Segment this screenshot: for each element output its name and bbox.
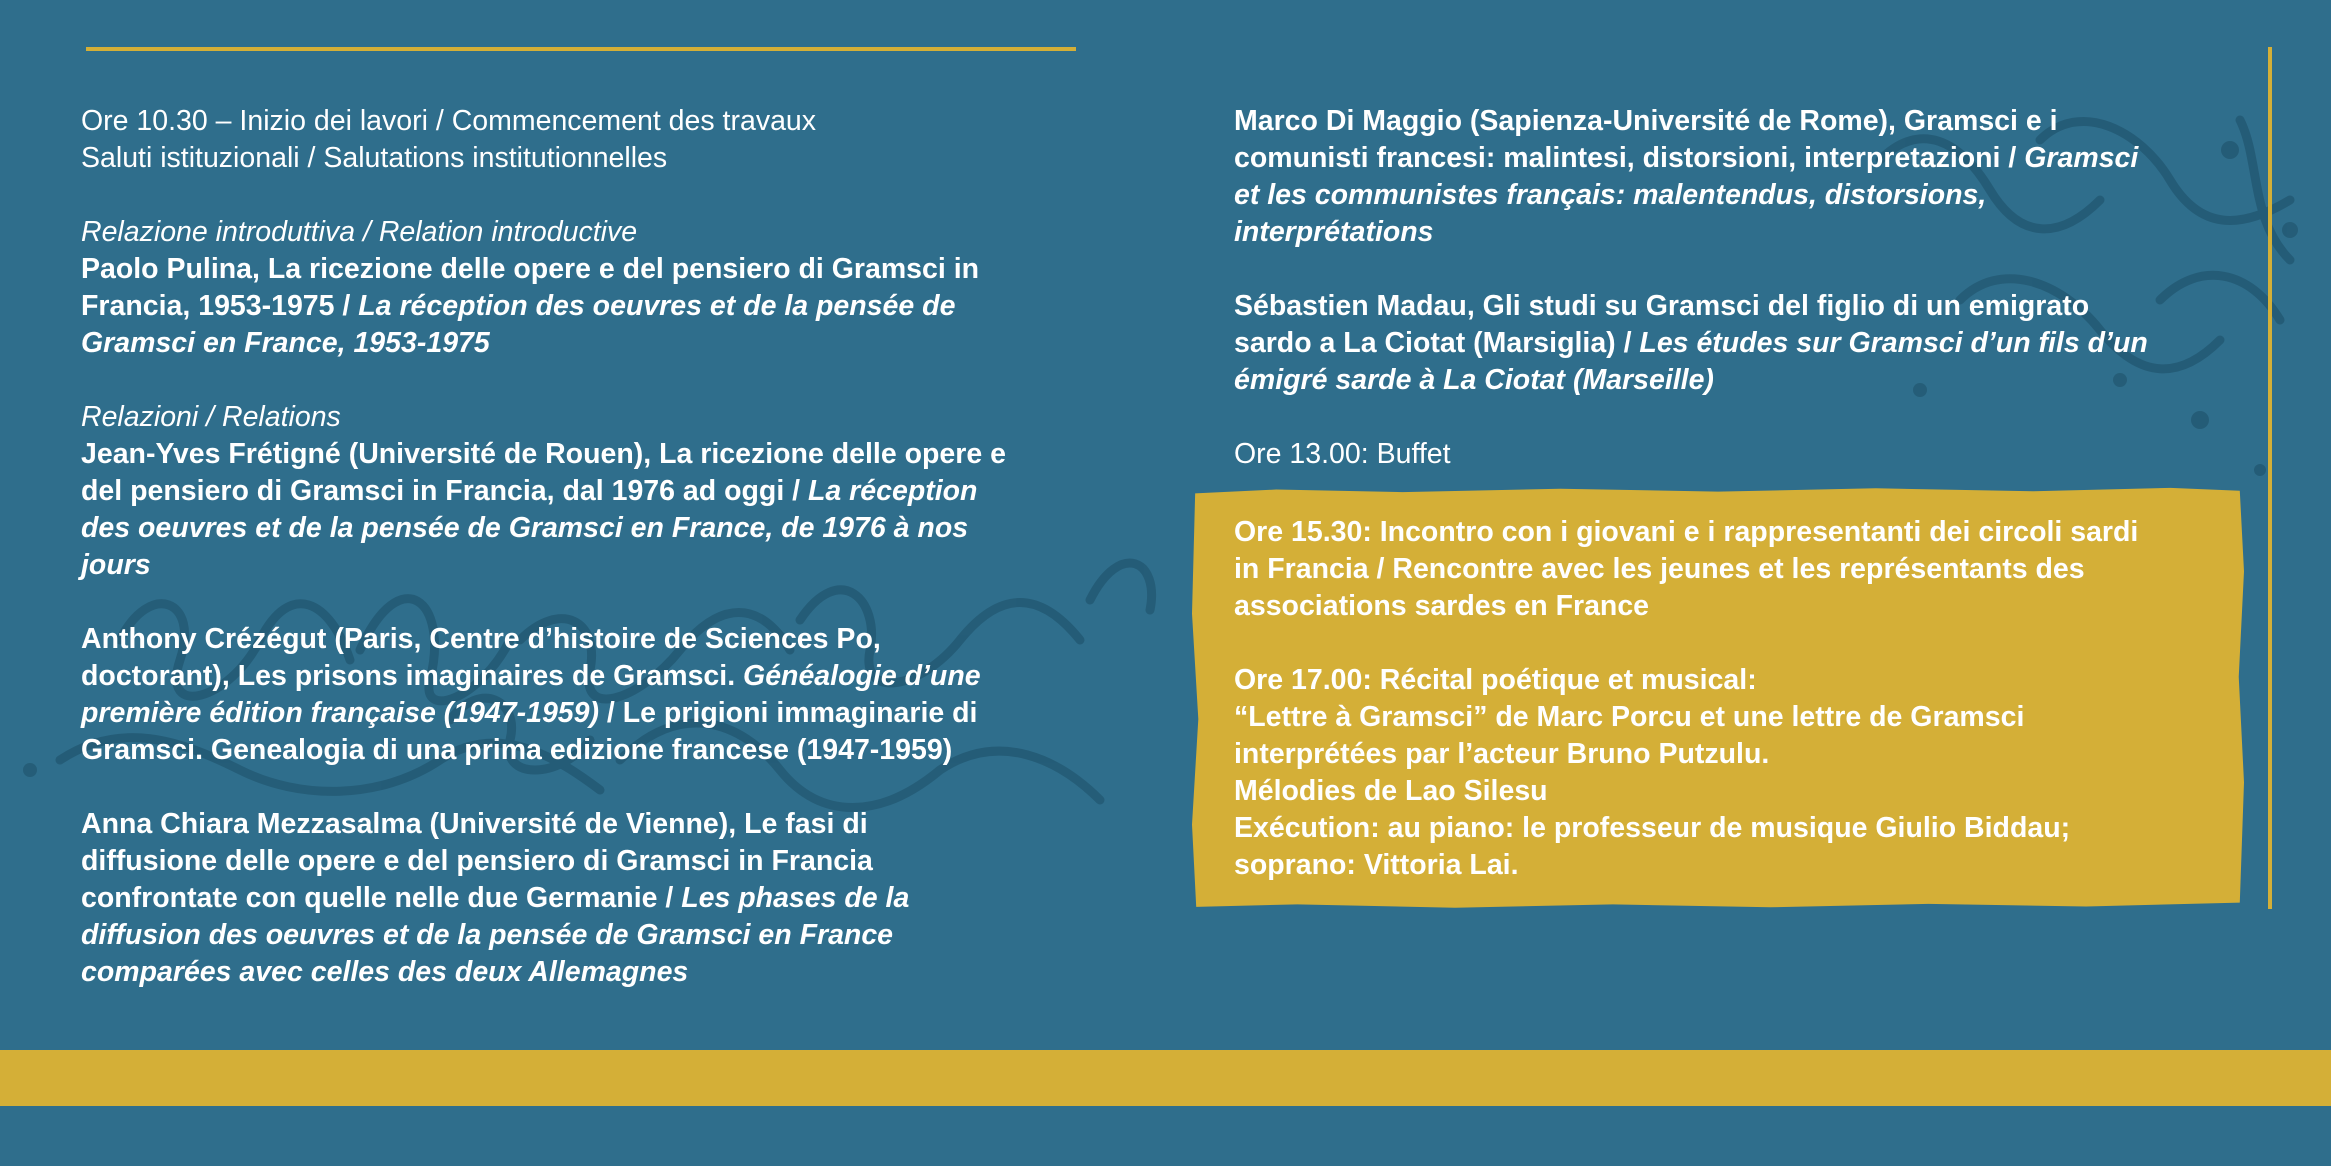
dimaggio-line-3: et les communistes français: malentendus, distorsions,	[1234, 179, 1987, 211]
crezegut-block	[81, 621, 1081, 769]
recital-line-4: Mélodies de Lao Silesu	[1234, 775, 1548, 807]
opening-block	[81, 103, 1081, 177]
meeting-line-3: associations sardes en France	[1234, 590, 1650, 622]
mezzasalma-line-4: diffusion des oeuvres et de la pensée de Gramsci en France	[81, 919, 894, 951]
bottom-gold-band	[0, 1050, 2331, 1106]
fretigne-line-3: des oeuvres et de la pensée de Gramsci en France, de 1976 à nos	[81, 512, 969, 544]
madau-block	[1234, 288, 2234, 399]
mezzasalma-block	[81, 806, 1081, 991]
mezzasalma-line-3: confrontate con quelle nelle due Germanie / Les phases de la	[81, 882, 910, 914]
relations-heading: Relazioni / Relations	[81, 401, 341, 433]
dimaggio-line-2: comunisti francesi: malintesi, distorsioni, interpretazioni / Gramsci	[1234, 142, 2139, 174]
institutional-greetings: Saluti istituzionali / Salutations institutionnelles	[81, 142, 668, 174]
opening-time: Ore 10.30 – Inizio dei lavori / Commencement des travaux	[81, 105, 817, 137]
buffet-time: Ore 13.00: Buffet	[1234, 438, 1451, 470]
recital-line-6: soprano: Vittoria Lai.	[1234, 849, 1519, 881]
fretigne-line-1: Jean-Yves Frétigné (Université de Rouen), La ricezione delle opere e	[81, 438, 1006, 470]
intro-line-2: Francia, 1953-1975 / La réception des oeuvres et de la pensée de	[81, 290, 956, 322]
right-gold-rule	[2268, 47, 2272, 909]
relations-block	[81, 399, 1081, 584]
crezegut-line-1: Anthony Crézégut (Paris, Centre d’histoire de Sciences Po,	[81, 623, 881, 655]
dimaggio-line-4: interprétations	[1234, 216, 1434, 248]
crezegut-line-3: première édition française (1947-1959) / Le prigioni immaginarie di	[81, 697, 978, 729]
recital-block	[1234, 662, 2234, 884]
afternoon-program	[1234, 514, 2234, 921]
dimaggio-block	[1234, 103, 2234, 251]
meeting-line-1: Ore 15.30: Incontro con i giovani e i rappresentanti dei circoli sardi	[1234, 516, 2139, 548]
left-program-column	[81, 103, 1081, 1028]
mezzasalma-line-1: Anna Chiara Mezzasalma (Université de Vienne), Le fasi di	[81, 808, 868, 840]
mezzasalma-line-2: diffusione delle opere e del pensiero di Gramsci in Francia	[81, 845, 873, 877]
intro-line-1: Paolo Pulina, La ricezione delle opere e del pensiero di Gramsci in	[81, 253, 980, 285]
madau-line-1: Sébastien Madau, Gli studi su Gramsci del figlio di un emigrato	[1234, 290, 2090, 322]
intro-heading: Relazione introduttiva / Relation introductive	[81, 216, 638, 248]
intro-line-3: Gramsci en France, 1953-1975	[81, 327, 490, 359]
crezegut-line-4: Gramsci. Genealogia di una prima edizione francese (1947-1959)	[81, 734, 953, 766]
top-gold-rule	[86, 47, 1076, 51]
madau-line-3: émigré sarde à La Ciotat (Marseille)	[1234, 364, 1714, 396]
recital-line-3: interprétées par l’acteur Bruno Putzulu.	[1234, 738, 1770, 770]
right-program-column	[1234, 103, 2234, 510]
intro-block	[81, 214, 1081, 362]
recital-line-5: Exécution: au piano: le professeur de musique Giulio Biddau;	[1234, 812, 2071, 844]
fretigne-line-4: jours	[81, 549, 151, 581]
youth-meeting-block	[1234, 514, 2234, 625]
dimaggio-line-1: Marco Di Maggio (Sapienza-Université de Rome), Gramsci e i	[1234, 105, 2058, 137]
fretigne-line-2: del pensiero di Gramsci in Francia, dal 1976 ad oggi / La réception	[81, 475, 978, 507]
buffet-block	[1234, 436, 2234, 473]
meeting-line-2: in Francia / Rencontre avec les jeunes et les représentants des	[1234, 553, 2085, 585]
recital-line-1: Ore 17.00: Récital poétique et musical:	[1234, 664, 1757, 696]
recital-line-2: “Lettre à Gramsci” de Marc Porcu et une lettre de Gramsci	[1234, 701, 2025, 733]
mezzasalma-line-5: comparées avec celles des deux Allemagnes	[81, 956, 689, 988]
crezegut-line-2: doctorant), Les prisons imaginaires de Gramsci. Généalogie d’une	[81, 660, 981, 692]
madau-line-2: sardo a La Ciotat (Marsiglia) / Les études sur Gramsci d’un fils d’un	[1234, 327, 2148, 359]
